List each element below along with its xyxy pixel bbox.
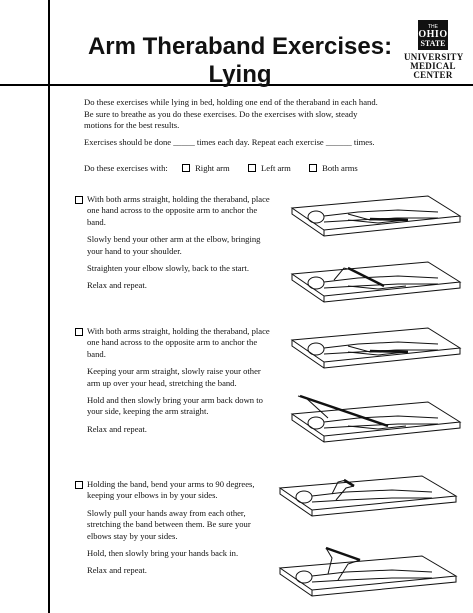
exercise-1-start-illustration xyxy=(288,190,463,242)
exercise-1-checkbox[interactable] xyxy=(75,196,83,204)
exercise-2-step-4: Relax and repeat. xyxy=(87,423,147,434)
logo-wordmark: UNIVERSITY MEDICAL CENTER xyxy=(404,52,464,80)
left-arm-label: Left arm xyxy=(261,163,291,173)
right-arm-label: Right arm xyxy=(195,163,230,173)
exercise-1-step-1: With both arms straight, holding the theraband, place one hand across to the opposite arm to anchor the band. xyxy=(87,194,270,227)
exercise-2-checkbox[interactable] xyxy=(75,328,83,336)
frequency-line: Exercises should be done _____ times each day. Repeat each exercise ______ times. xyxy=(84,137,375,147)
exercise-3-step-4: Relax and repeat. xyxy=(87,565,147,576)
left-arm-checkbox[interactable] xyxy=(248,164,256,172)
page-title xyxy=(75,33,405,89)
vertical-rule xyxy=(48,0,50,613)
exercise-2-step-1: With both arms straight, holding the theraband, place one hand across to the opposite arm to anchor the band. xyxy=(87,326,270,359)
exercise-1 xyxy=(87,194,275,298)
exercise-2-start-illustration xyxy=(288,322,463,374)
exercise-1-step-3: Straighten your elbow slowly, back to the start. xyxy=(87,263,249,274)
exercise-1-end-illustration xyxy=(288,256,463,308)
both-arms-label: Both arms xyxy=(322,163,358,173)
title-line-2: Lying xyxy=(208,61,272,88)
with-label: Do these exercises with: xyxy=(84,163,168,173)
exercise-2-step-3: Hold and then slowly bring your arm back down to your side, keeping the arm straight. xyxy=(87,395,263,417)
exercise-2 xyxy=(87,326,275,441)
exercise-3-start-illustration xyxy=(276,470,461,522)
both-arms-checkbox[interactable] xyxy=(309,164,317,172)
exercise-3-step-1: Holding the band, bend your arms to 90 degrees, keeping your elbows in by your sides. xyxy=(87,479,255,501)
intro-paragraph: Do these exercises while lying in bed, holding one end of the theraband in each hand. Be sure to breathe as you do these exercises. Do the exercises with slow, steady motions for the best results. xyxy=(84,97,378,130)
exercise-3 xyxy=(87,479,275,583)
exercise-1-step-2: Slowly bend your other arm at the elbow, bringing your hand to your shoulder. xyxy=(87,234,261,256)
title-line-1: Arm Theraband Exercises: xyxy=(87,33,393,60)
logo-mark: THE OHIO STATE xyxy=(418,20,448,50)
exercise-3-end-illustration xyxy=(276,540,461,602)
exercise-3-step-2: Slowly pull your hands away from each other, stretching the band between them. Be sure your elbows stay by your sides. xyxy=(87,507,251,541)
right-arm-checkbox[interactable] xyxy=(182,164,190,172)
exercise-2-step-2: Keeping your arm straight, slowly raise your other arm up over your head, stretching the band. xyxy=(87,366,261,388)
osu-medical-center-logo xyxy=(404,20,462,96)
exercise-2-end-illustration xyxy=(288,390,463,448)
exercise-1-step-4: Relax and repeat. xyxy=(87,280,147,291)
exercise-3-step-3: Hold, then slowly bring your hands back in. xyxy=(87,548,239,559)
exercise-3-checkbox[interactable] xyxy=(75,481,83,489)
arm-options-row xyxy=(84,163,404,175)
